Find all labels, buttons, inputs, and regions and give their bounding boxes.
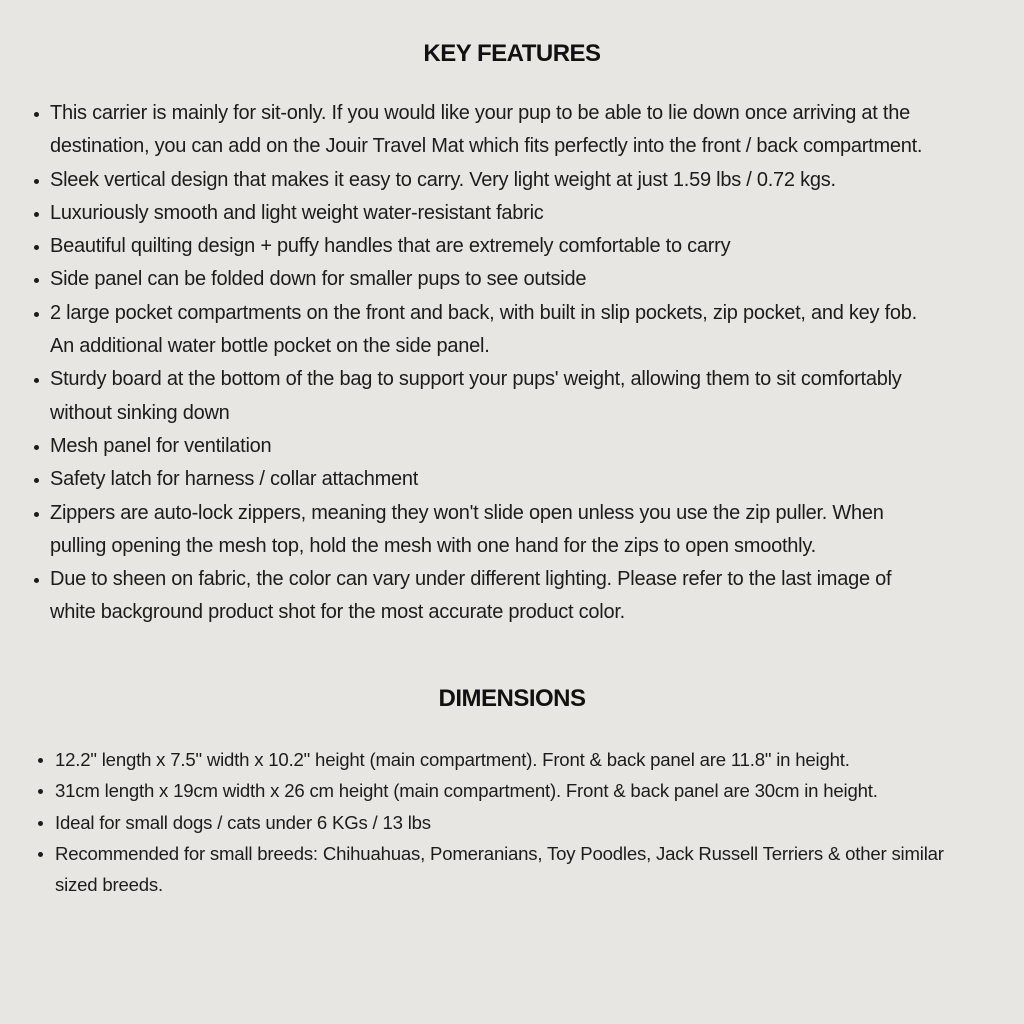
- key-features-list: [34, 97, 1024, 630]
- feature-item-text-continued: pulling opening the mesh top, hold the mesh with one hand for the zips to open smoothly.: [50, 534, 816, 557]
- feature-item: [34, 297, 1024, 364]
- feature-item-text-continued: white background product shot for the most accurate product color.: [50, 601, 625, 624]
- feature-item: [34, 497, 1024, 564]
- feature-item-text: Mesh panel for ventilation: [50, 434, 272, 457]
- feature-item-text: This carrier is mainly for sit-only. If you would like your pup to be able to lie down once arriving at the: [50, 102, 910, 124]
- feature-item-text: Due to sheen on fabric, the color can vary under different lighting. Please refer to the last image of: [50, 568, 892, 591]
- feature-item: [34, 430, 1024, 463]
- feature-item-text-continued: destination, you can add on the Jouir Travel Mat which fits perfectly into the front / back compartment.: [50, 135, 923, 158]
- dimension-item: [38, 807, 1024, 838]
- dimension-item-text: Ideal for small dogs / cats under 6 KGs / 13 lbs: [55, 811, 431, 833]
- feature-item-text: Safety latch for harness / collar attachment: [50, 468, 419, 491]
- feature-item: [34, 97, 1024, 164]
- dimension-item: [38, 775, 1024, 806]
- feature-item-text-continued: An additional water bottle pocket on the side panel.: [50, 335, 490, 358]
- dimension-item-text: 31cm length x 19cm width x 26 cm height (main compartment). Front & back panel are 30cm in height.: [55, 780, 878, 802]
- feature-item: [34, 263, 1024, 296]
- dimension-item-text: 12.2" length x 7.5" width x 10.2" height (main compartment). Front & back panel are 11.8" in height.: [55, 749, 850, 770]
- feature-item-text: Luxuriously smooth and light weight water-resistant fabric: [50, 201, 544, 224]
- feature-item: [34, 363, 1024, 430]
- feature-item: [34, 563, 1024, 630]
- dimensions-list: [38, 744, 1024, 900]
- key-features-heading: KEY FEATURES: [423, 40, 601, 67]
- dimension-item-text-continued: sized breeds.: [55, 874, 163, 896]
- dimension-item: [38, 838, 1024, 901]
- feature-item: [34, 197, 1024, 230]
- feature-item-text-continued: without sinking down: [50, 401, 230, 424]
- feature-item: [34, 230, 1024, 263]
- feature-item-text: Sturdy board at the bottom of the bag to support your pups' weight, allowing them to sit comfortably: [50, 368, 902, 391]
- dimension-item-text: Recommended for small breeds: Chihuahuas, Pomeranians, Toy Poodles, Jack Russell Terriers & other similar: [55, 842, 944, 864]
- feature-item: [34, 463, 1024, 496]
- dimension-item: [38, 744, 1024, 775]
- feature-item-text: 2 large pocket compartments on the front and back, with built in slip pockets, zip pocket, and key fob.: [50, 301, 917, 324]
- dimensions-heading: DIMENSIONS: [438, 685, 586, 712]
- feature-item-text: Beautiful quilting design + puffy handles that are extremely comfortable to carry: [50, 235, 731, 258]
- feature-item-text: Side panel can be folded down for smaller pups to see outside: [50, 268, 587, 291]
- feature-item-text: Sleek vertical design that makes it easy to carry. Very light weight at just 1.59 lbs / 0.72 kgs.: [50, 168, 836, 191]
- feature-item-text: Zippers are auto-lock zippers, meaning they won't slide open unless you use the zip puller. When: [50, 501, 884, 524]
- feature-item: [34, 164, 1024, 197]
